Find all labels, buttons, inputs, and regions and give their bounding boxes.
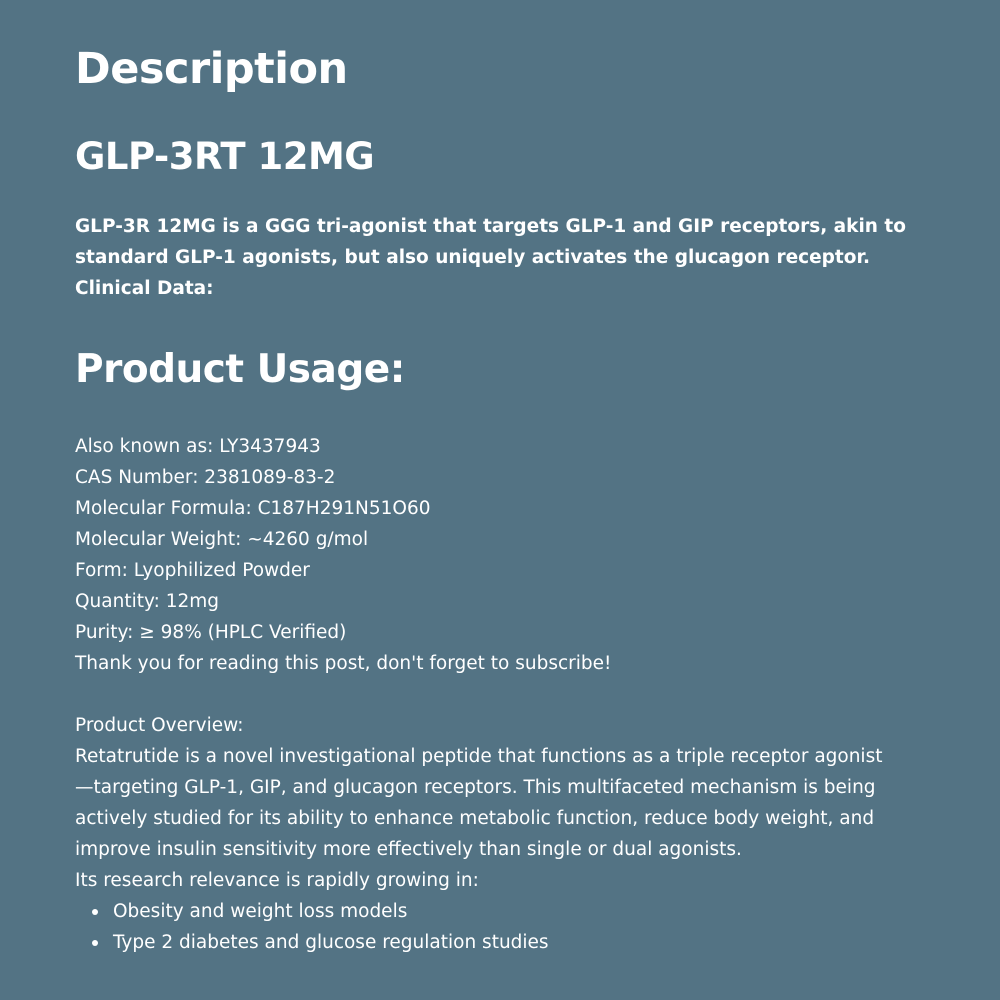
overview-line: improve insulin sensitivity more effectively than single or dual agonists.: [75, 839, 742, 860]
intro-paragraph: [75, 211, 935, 304]
spec-form: Form: Lyophilized Powder: [75, 560, 310, 581]
bullet-icon: [92, 909, 98, 915]
product-name-heading: GLP-3RT 12MG: [75, 135, 375, 178]
list-item: [75, 896, 955, 927]
spec-molecular-weight: Molecular Weight: ~4260 g/mol: [75, 529, 369, 550]
description-heading: Description: [75, 44, 348, 94]
intro-line: standard GLP-1 agonists, but also uniquely activates the glucagon receptor.: [75, 247, 870, 268]
spec-quantity: Quantity: 12mg: [75, 591, 220, 612]
product-usage-heading: Product Usage:: [75, 347, 405, 392]
overview-title: Product Overview:: [75, 715, 244, 736]
overview-line: actively studied for its ability to enhance metabolic function, reduce body weight, and: [75, 808, 875, 829]
spec-also-known-as: Also known as: LY3437943: [75, 436, 321, 457]
spec-molecular-formula: Molecular Formula: C187H291N51O60: [75, 498, 431, 519]
spec-purity: Purity: ≥ 98% (HPLC Verified): [75, 622, 347, 643]
list-item: [75, 927, 955, 958]
product-overview: [75, 710, 955, 958]
overview-line: Its research relevance is rapidly growing in:: [75, 870, 479, 891]
spec-cas-number: CAS Number: 2381089-83-2: [75, 467, 336, 488]
overview-line: Retatrutide is a novel investigational peptide that functions as a triple receptor agonist: [75, 746, 883, 767]
clinical-data-label: Clinical Data:: [75, 278, 214, 299]
research-bullet-list: [75, 896, 955, 958]
bullet-text: Type 2 diabetes and glucose regulation studies: [113, 932, 549, 953]
bullet-icon: [92, 940, 98, 946]
subscribe-note: Thank you for reading this post, don't forget to subscribe!: [75, 653, 612, 674]
bullet-text: Obesity and weight loss models: [113, 901, 408, 922]
overview-line: —targeting GLP-1, GIP, and glucagon receptors. This multifaceted mechanism is being: [75, 777, 876, 798]
intro-line: GLP-3R 12MG is a GGG tri-agonist that targets GLP-1 and GIP receptors, akin to: [75, 216, 906, 237]
specs-list: [75, 431, 955, 679]
